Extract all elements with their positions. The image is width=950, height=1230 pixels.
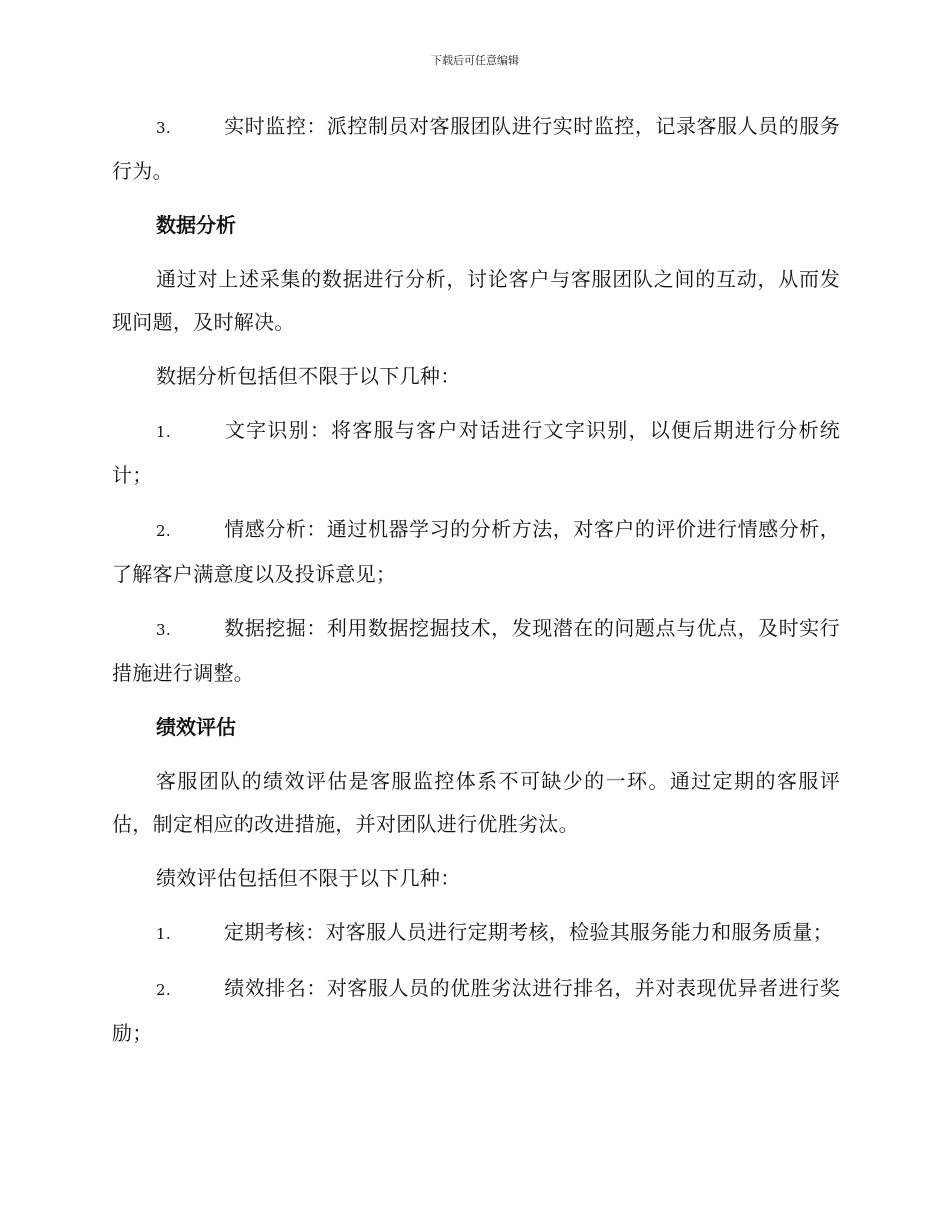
list-item-sentiment-analysis — [112, 508, 840, 596]
list-item-text: 绩效排名：对客服人员的优胜劣汰进行排名，并对表现优异者进行奖励； — [112, 976, 840, 1045]
list-number: 3. — [156, 119, 171, 137]
paragraph-performance-types: 绩效评估包括但不限于以下几种： — [156, 866, 461, 890]
list-item-text: 定期考核：对客服人员进行定期考核，检验其服务能力和服务质量； — [224, 920, 833, 944]
list-item-performance-ranking — [112, 967, 840, 1055]
list-item-realtime-monitoring — [112, 105, 840, 193]
list-item-text: 情感分析：通过机器学习的分析方法，对客户的评价进行情感分析，了解客户满意度以及投诉意见； — [112, 517, 840, 586]
document-body — [112, 105, 840, 1066]
list-item-text-recognition — [112, 409, 840, 497]
list-number: 1. — [156, 423, 171, 441]
list-item-text: 文字识别：将客服与客户对话进行文字识别，以便后期进行分析统计； — [112, 418, 840, 487]
page-header: 下载后可任意编辑 — [431, 54, 519, 67]
paragraph-performance-intro: 客服团队的绩效评估是客服监控体系不可缺少的一环。通过定期的客服评估，制定相应的改进措施，并对团队进行优胜劣汰。 — [112, 769, 840, 836]
paragraph-data-analysis-types: 数据分析包括但不限于以下几种： — [156, 364, 461, 388]
section-heading-performance-evaluation: 绩效评估 — [156, 715, 236, 739]
list-number: 2. — [156, 522, 171, 540]
list-item-data-mining — [112, 607, 840, 695]
list-item-periodic-assessment — [112, 911, 840, 956]
list-item-text: 实时监控：派控制员对客服团队进行实时监控，记录客服人员的服务行为。 — [112, 114, 840, 183]
paragraph-data-analysis-intro: 通过对上述采集的数据进行分析，讨论客户与客服团队之间的互动，从而发现问题，及时解决。 — [112, 267, 840, 334]
list-number: 1. — [156, 925, 171, 943]
list-number: 2. — [156, 981, 171, 999]
list-item-text: 数据挖掘：利用数据挖掘技术，发现潜在的问题点与优点，及时实行措施进行调整。 — [112, 616, 840, 685]
list-number: 3. — [156, 621, 171, 639]
section-heading-data-analysis: 数据分析 — [156, 213, 236, 237]
